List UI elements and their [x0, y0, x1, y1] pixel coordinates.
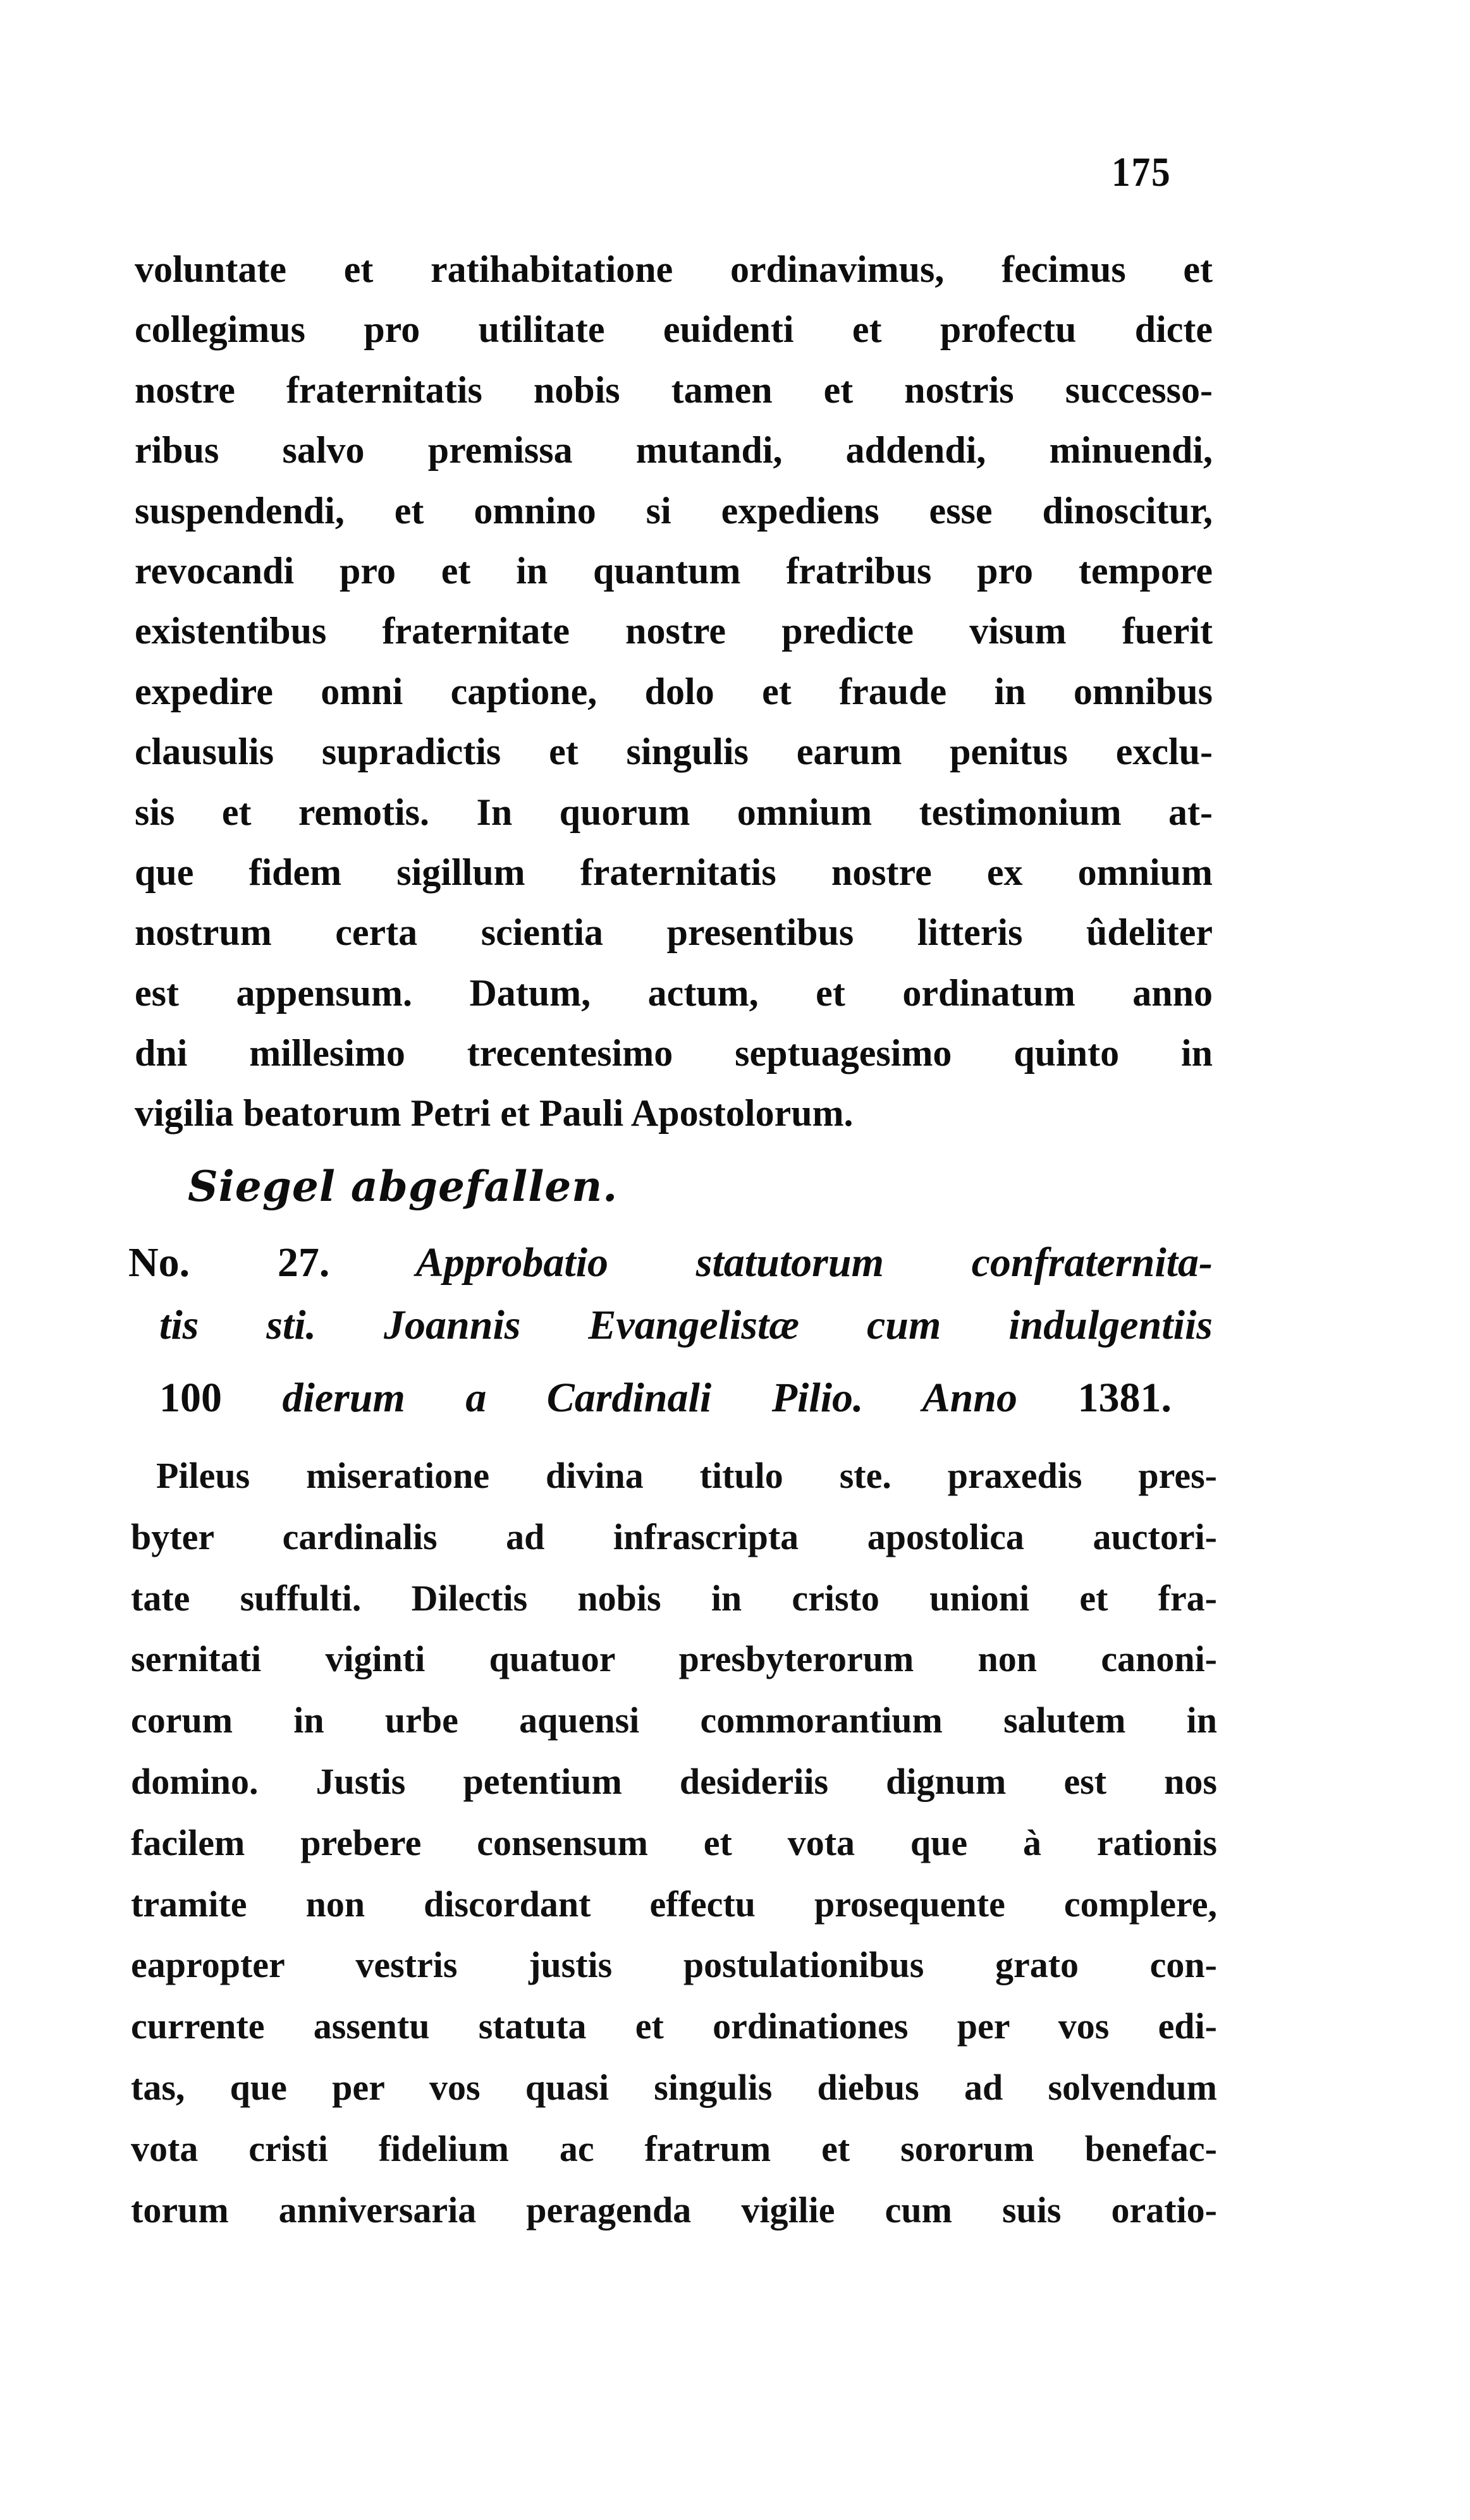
document-year: 1381. — [1077, 1375, 1172, 1421]
text-line: sis et remotis. In quorum omnium testimonium at- — [135, 791, 1213, 833]
text-line: torum anniversaria peragenda vigilie cum suis oratio- — [131, 2189, 1217, 2231]
text-line: que fidem sigillum fraternitatis nostre ex omnium — [135, 851, 1213, 893]
text-line: est appensum. Datum, actum, et ordinatum anno — [135, 972, 1213, 1014]
indulgence-days: 100 — [159, 1375, 222, 1421]
text-line: collegimus pro utilitate euidenti et profectu dicte — [135, 308, 1213, 350]
text-line: domino. Justis petentium desideriis dignum est nos — [131, 1761, 1217, 1802]
text-line: tramite non discordant effectu prosequente complere, — [131, 1884, 1217, 1925]
document-number: No. 27. — [128, 1239, 330, 1286]
text-line: ribus salvo premissa mutandi, addendi, minuendi, — [135, 429, 1213, 471]
text-line: nostrum certa scientia presentibus litteris ûdeliter — [135, 911, 1213, 953]
text-line: revocandi pro et in quantum fratribus pro tempore — [135, 550, 1213, 592]
text-line: vigilia beatorum Petri et Pauli Apostolorum. — [135, 1092, 854, 1134]
text-line: tate suffulti. Dilectis nobis in cristo unioni et fra- — [131, 1578, 1217, 1619]
text-line: nostre fraternitatis nobis tamen et nostris successo- — [135, 369, 1213, 411]
text-line: corum in urbe aquensi commorantium salutem in — [131, 1700, 1217, 1741]
text-line: clausulis supradictis et singulis earum penitus exclu- — [135, 731, 1213, 772]
text-line: voluntate et ratihabitatione ordinavimus, fecimus et — [135, 248, 1213, 290]
text-line: existentibus fraternitate nostre predicte visum fuerit — [135, 610, 1213, 652]
text-line: facilem prebere consensum et vota que à rationis — [131, 1822, 1217, 1863]
text-line: currente assentu statuta et ordinationes per vos edi- — [131, 2006, 1217, 2047]
seal-note: Siegel abgefallen. — [188, 1162, 618, 1211]
heading-line — [128, 1234, 1213, 1291]
heading-line: tis sti. Joannis Evangelistæ cum indulgentiis — [159, 1302, 1213, 1348]
text-line: dni millesimo trecentesimo septuagesimo quinto in — [135, 1032, 1213, 1074]
text-line: tas, que per vos quasi singulis diebus ad solvendum — [131, 2067, 1217, 2108]
heading-text: dierum a Cardinali Pilio. Anno — [282, 1375, 1018, 1421]
text-line: expedire omni captione, dolo et fraude in omnibus — [135, 671, 1213, 712]
text-line: vota cristi fidelium ac fratrum et sororum benefac- — [131, 2128, 1217, 2169]
text-line: eapropter vestris justis postulationibus grato con- — [131, 1944, 1217, 1985]
text-line: sernitati viginti quatuor presbyterorum non canoni- — [131, 1638, 1217, 1679]
heading-text: Approbatio statutorum confraternita- — [415, 1239, 1213, 1286]
heading-line — [159, 1370, 1172, 1427]
page-number: 175 — [1112, 149, 1172, 195]
text-line: byter cardinalis ad infrascripta apostolica auctori- — [131, 1516, 1217, 1557]
text-line: Pileus miseratione divina titulo ste. praxedis pres- — [156, 1455, 1217, 1496]
text-line: suspendendi, et omnino si expediens esse dinoscitur, — [135, 490, 1213, 532]
